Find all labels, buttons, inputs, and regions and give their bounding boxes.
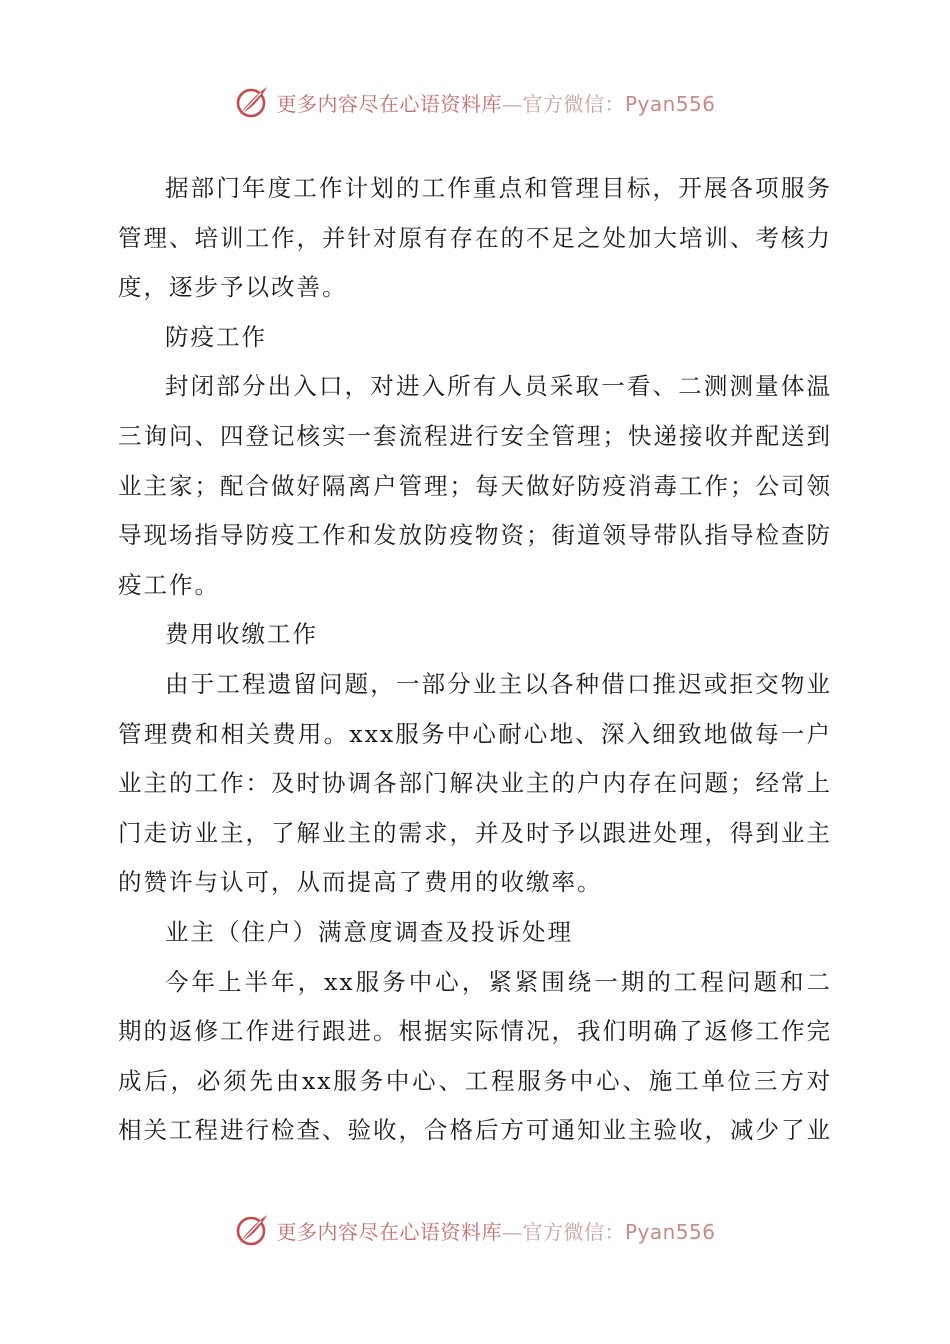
banner-wechat-id: Pyan556 — [624, 91, 716, 116]
paragraph-epidemic-prevention: 封闭部分出入口，对进入所有人员采取一看、二测测量体温三询问、四登记核实一套流程进行安全管理；快递接收并配送到业主家；配合做好隔离户管理；每天做好防疫消毒工作；公司领导现场指导防疫工作和发放防疫物资；街道领导带队指导检查防疫工作。 — [118, 372, 832, 599]
paragraph-intro: 据部门年度工作计划的工作重点和管理目标，开展各项服务管理、培训工作，并针对原有存在的不足之处加大培训、考核力度，逐步予以改善。 — [118, 174, 832, 302]
document-body — [118, 164, 832, 1156]
banner-wechat-id: Pyan556 — [624, 1219, 716, 1244]
paragraph-fee-collection: 由于工程遗留问题，一部分业主以各种借口推迟或拒交物业管理费和相关费用。xxx服务中心耐心地、深入细致地做每一户业主的工作：及时协调各部门解决业主的户内存在问题；经常上门走访业主，了解业主的需求，并及时予以跟进处理，得到业主的赞许与认可，从而提高了费用的收缴率。 — [118, 669, 832, 897]
banner-brand: 更多内容尽在心语资料库 — [276, 91, 502, 116]
quill-pen-logo-icon — [234, 1212, 270, 1248]
banner-brand: 更多内容尽在心语资料库 — [276, 1219, 502, 1244]
banner-separator: — — [501, 1219, 523, 1244]
banner-text — [276, 88, 715, 117]
banner-text — [276, 1216, 715, 1245]
footer-banner — [0, 1210, 950, 1250]
heading-fee-collection: 费用收缴工作 — [165, 620, 318, 649]
banner-wechat-label: 官方微信： — [522, 91, 625, 116]
heading-satisfaction-survey: 业主（住户）满意度调查及投诉处理 — [165, 917, 573, 946]
banner-separator: — — [501, 91, 523, 116]
quill-pen-logo-icon — [234, 84, 270, 120]
header-banner — [0, 82, 950, 122]
banner-wechat-label: 官方微信： — [522, 1219, 625, 1244]
paragraph-satisfaction-survey: 今年上半年，xx服务中心，紧紧围绕一期的工程问题和二期的返修工作进行跟进。根据实际情况，我们明确了返修工作完成后，必须先由xx服务中心、工程服务中心、施工单位三方对相关工程进行检查、验收，合格后方可通知业主验收，减少了业 — [118, 967, 832, 1145]
heading-epidemic-prevention: 防疫工作 — [165, 322, 267, 351]
